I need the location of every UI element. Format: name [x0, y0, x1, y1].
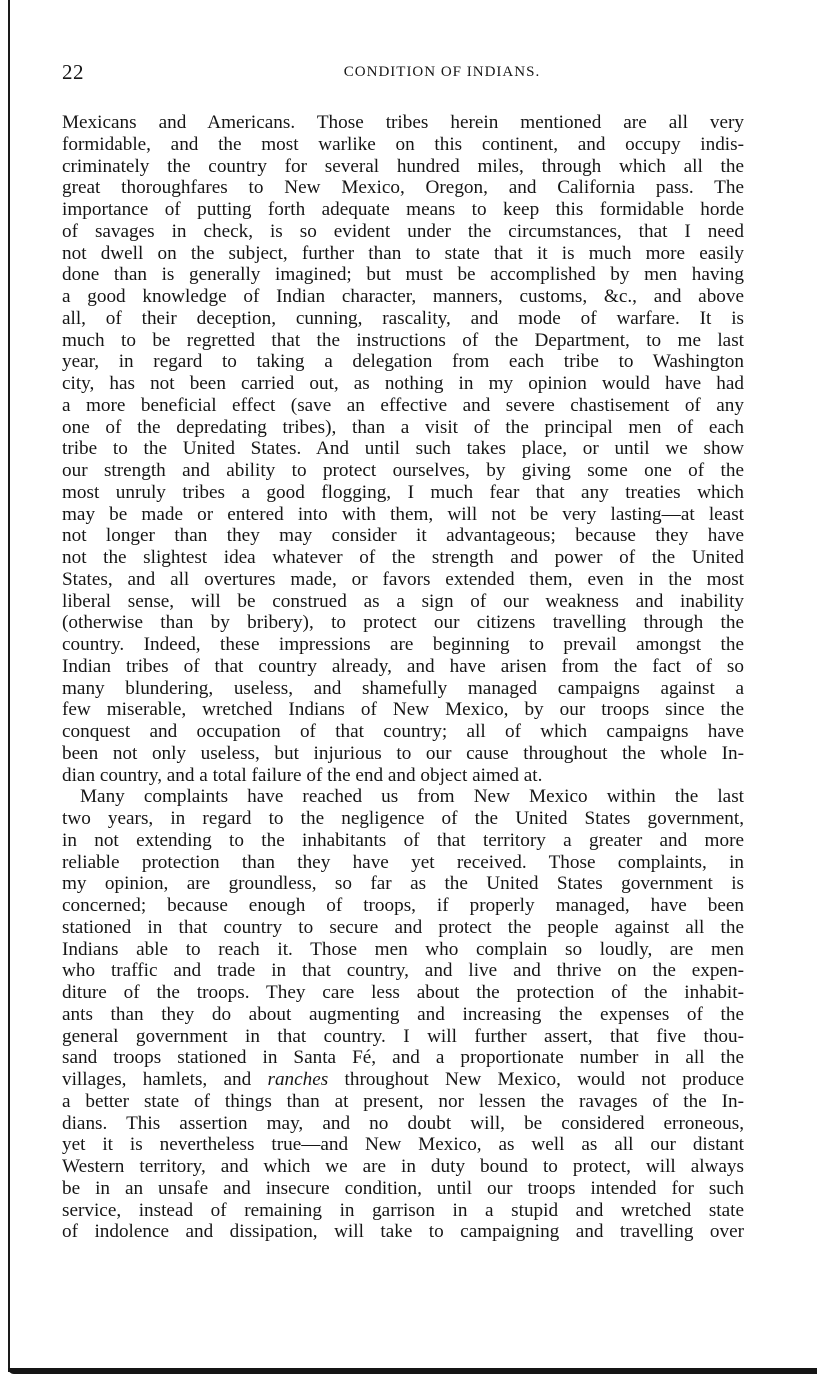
page-left-edge: [8, 0, 10, 1372]
text-line: general government in that country. I will further assert, that five thou-: [62, 1025, 744, 1047]
text-line: (otherwise than by bribery), to protect our citizens travelling through the: [62, 612, 744, 634]
text-line: two years, in regard to the negligence of the United States government,: [62, 808, 744, 829]
text-line: ants than they do about augmenting and increasing the expenses of the: [62, 1003, 744, 1025]
italic-word: ranches: [267, 1069, 329, 1090]
line-segment: throughout New Mexico, would not produce: [344, 1069, 745, 1090]
text-line: stationed in that country to secure and protect the people against all the: [62, 916, 744, 938]
text-line: dian country, and a total failure of the end and object aimed at.: [62, 764, 543, 786]
page-bottom-edge: [8, 1368, 817, 1374]
line-segment: villages, hamlets, and: [62, 1069, 252, 1090]
text-line: criminately the country for several hundred miles, through which all the: [62, 155, 744, 177]
text-line: not dwell on the subject, further than to state that it is much more easily: [62, 242, 744, 264]
running-head: CONDITION OF INDIANS.: [343, 64, 541, 80]
page-number: 22: [62, 60, 84, 84]
text-line: done than is generally imagined; but must be accomplished by men having: [62, 264, 744, 286]
body-text: [62, 112, 744, 1243]
text-line: who traffic and trade in that country, and live and thrive on the expen-: [62, 960, 744, 982]
text-line: tribe to the United States. And until such takes place, or until we show: [62, 438, 744, 460]
text-line: service, instead of remaining in garrison in a stupid and wretched state: [62, 1199, 744, 1221]
text-line: liberal sense, will be construed as a sign of our weakness and inability: [62, 590, 744, 612]
text-line: formidable, and the most warlike on this continent, and occupy indis-: [62, 133, 744, 155]
text-line: my opinion, are groundless, so far as the United States government is: [62, 873, 744, 895]
text-line: concerned; because enough of troops, if properly managed, have been: [62, 895, 744, 916]
text-line: yet it is nevertheless true—and New Mexico, as well as all our distant: [62, 1134, 744, 1156]
text-line-with-italic: [62, 1069, 744, 1091]
text-line: one of the depredating tribes), than a visit of the principal men of each: [62, 416, 744, 438]
text-line: much to be regretted that the instructions of the Department, to me last: [62, 329, 744, 351]
text-line: year, in regard to taking a delegation from each tribe to Washington: [62, 351, 744, 373]
text-line: not the slightest idea whatever of the strength and power of the United: [62, 547, 744, 568]
text-line: Mexicans and Americans. Those tribes herein mentioned are all very: [62, 112, 744, 133]
text-line: not longer than they may consider it advantageous; because they have: [62, 525, 744, 547]
paragraph-first-line: Many complaints have reached us from New Mexico within the last: [80, 786, 744, 808]
text-line: a more beneficial effect (save an effective and severe chastisement of any: [62, 394, 744, 416]
text-line: may be made or entered into with them, will not be very lasting—at least: [62, 503, 744, 525]
text-line: dians. This assertion may, and no doubt will, be considered erroneous,: [62, 1112, 744, 1134]
text-line: conquest and occupation of that country; all of which campaigns have: [62, 721, 744, 742]
text-line: most unruly tribes a good flogging, I much fear that any treaties which: [62, 481, 744, 503]
text-line: be in an unsafe and insecure condition, until our troops intended for such: [62, 1177, 744, 1199]
page-header: [62, 60, 752, 86]
text-line: in not extending to the inhabitants of that territory a greater and more: [62, 829, 744, 851]
text-line: Western territory, and which we are in duty bound to protect, will always: [62, 1156, 744, 1177]
text-line: country. Indeed, these impressions are beginning to prevail amongst the: [62, 634, 744, 655]
text-line: diture of the troops. They care less about the protection of the inhabit-: [62, 982, 744, 1003]
text-line: few miserable, wretched Indians of New Mexico, by our troops since the: [62, 699, 744, 721]
text-line: of indolence and dissipation, will take to campaigning and travelling over: [62, 1221, 744, 1243]
text-line: great thoroughfares to New Mexico, Oregon, and California pass. The: [62, 177, 744, 199]
text-line: reliable protection than they have yet received. Those complaints, in: [62, 851, 744, 873]
text-line: Indian tribes of that country already, and have arisen from the fact of so: [62, 655, 744, 677]
text-line: States, and all overtures made, or favors extended them, even in the most: [62, 568, 744, 590]
text-line: Indians able to reach it. Those men who complain so loudly, are men: [62, 938, 744, 960]
text-line: city, has not been carried out, as nothing in my opinion would have had: [62, 373, 744, 394]
text-line: all, of their deception, cunning, rascality, and mode of warfare. It is: [62, 307, 744, 329]
text-line: of savages in check, is so evident under the circumstances, that I need: [62, 220, 744, 242]
text-line: many blundering, useless, and shamefully managed campaigns against a: [62, 677, 744, 699]
text-line: importance of putting forth adequate means to keep this formidable horde: [62, 199, 744, 220]
text-line: sand troops stationed in Santa Fé, and a proportionate number in all the: [62, 1047, 744, 1069]
text-line: been not only useless, but injurious to our cause throughout the whole In-: [62, 742, 744, 764]
text-line: our strength and ability to protect ourselves, by giving some one of the: [62, 460, 744, 481]
text-line: a better state of things than at present, nor lessen the ravages of the In-: [62, 1090, 744, 1112]
text-line: a good knowledge of Indian character, manners, customs, &c., and above: [62, 286, 744, 307]
